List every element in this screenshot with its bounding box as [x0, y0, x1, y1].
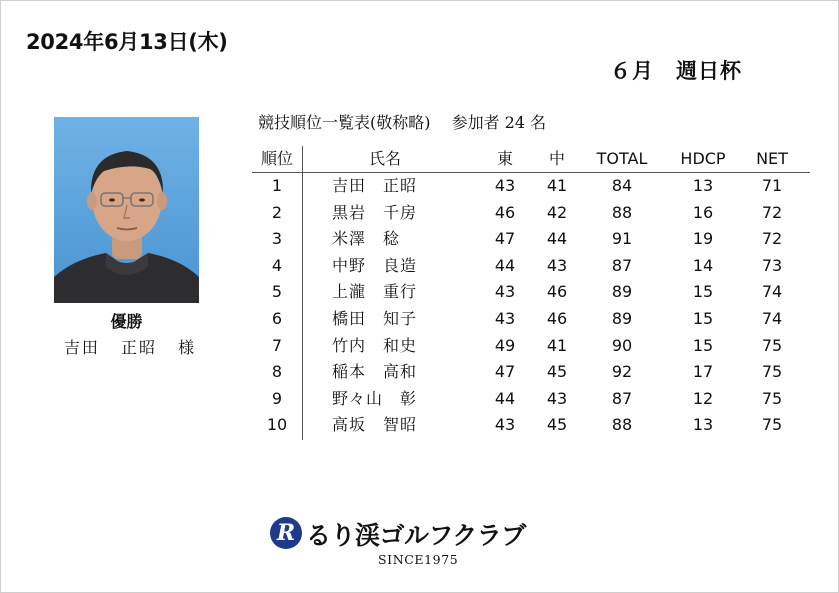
- name-cell: 野々山 彰: [332, 388, 418, 408]
- middle-cell: 43: [546, 255, 568, 275]
- table-row: [252, 279, 810, 306]
- east-cell: 44: [494, 388, 516, 408]
- winner-label: 優勝: [110, 312, 143, 331]
- east-cell: 43: [494, 176, 516, 195]
- middle-cell: 46: [546, 308, 568, 328]
- middle-cell: 44: [546, 229, 568, 249]
- net-cell: 75: [761, 415, 783, 435]
- total-cell: 87: [611, 255, 633, 275]
- rank-cell: 8: [271, 362, 283, 382]
- table-row: [252, 226, 810, 253]
- name-cell: 高坂 智昭: [332, 415, 418, 435]
- east-cell: 49: [494, 335, 516, 355]
- results-table-title: 競技順位一覧表(敬称略) 参加者 24 名: [258, 113, 547, 132]
- total-cell: 87: [611, 388, 633, 408]
- net-cell: 75: [761, 335, 783, 355]
- total-cell: 89: [611, 282, 633, 302]
- net-cell: 73: [761, 255, 783, 275]
- east-cell: 46: [494, 202, 516, 222]
- club-logo: [270, 515, 570, 551]
- net-cell: 75: [761, 362, 783, 382]
- table-row: [252, 412, 810, 439]
- competition-date: 2024年6月13日(木): [26, 30, 228, 54]
- name-cell: 黒岩 千房: [332, 202, 418, 222]
- name-cell: 橋田 知子: [332, 308, 418, 328]
- rank-cell: 10: [266, 415, 288, 435]
- east-cell: 44: [494, 255, 516, 275]
- name-cell: 吉田 正昭: [332, 176, 418, 195]
- results-header-row: [252, 146, 810, 173]
- total-cell: 89: [611, 308, 633, 328]
- header-rank: 順位: [260, 149, 293, 168]
- middle-cell: 43: [546, 388, 568, 408]
- east-cell: 47: [494, 362, 516, 382]
- header-middle: 中: [548, 149, 565, 168]
- table-row: [252, 386, 810, 413]
- table-row: [252, 306, 810, 333]
- middle-cell: 45: [546, 415, 568, 435]
- table-row: [252, 200, 810, 227]
- east-cell: 43: [494, 415, 516, 435]
- net-cell: 74: [761, 308, 783, 328]
- net-cell: 71: [761, 176, 783, 195]
- total-cell: 92: [611, 362, 633, 382]
- hdcp-cell: 15: [692, 308, 714, 328]
- net-cell: 72: [761, 202, 783, 222]
- total-cell: 90: [611, 335, 633, 355]
- table-row: [252, 359, 810, 386]
- middle-cell: 41: [546, 335, 568, 355]
- club-name: るり渓ゴルフクラブ: [306, 521, 526, 550]
- hdcp-cell: 13: [692, 415, 714, 435]
- east-cell: 43: [494, 282, 516, 302]
- event-title: ６月 週日杯: [610, 59, 742, 83]
- table-row: [252, 253, 810, 280]
- winner-photo: [54, 117, 199, 303]
- header-hdcp: HDCP: [680, 149, 726, 168]
- hdcp-cell: 15: [692, 282, 714, 302]
- middle-cell: 42: [546, 202, 568, 222]
- club-logo-mark: R: [270, 517, 302, 549]
- total-cell: 84: [611, 176, 633, 195]
- rank-cell: 1: [271, 176, 283, 195]
- middle-cell: 41: [546, 176, 568, 195]
- net-cell: 74: [761, 282, 783, 302]
- net-cell: 75: [761, 388, 783, 408]
- hdcp-cell: 13: [692, 176, 714, 195]
- since-text: SINCE1975: [378, 552, 459, 567]
- hdcp-cell: 12: [692, 388, 714, 408]
- total-cell: 88: [611, 415, 633, 435]
- header-east: 東: [496, 149, 513, 168]
- east-cell: 47: [494, 229, 516, 249]
- header-total: TOTAL: [596, 149, 648, 168]
- name-cell: 米澤 稔: [332, 229, 401, 249]
- rank-cell: 2: [271, 202, 283, 222]
- header-name: 氏名: [368, 149, 401, 168]
- name-cell: 上瀧 重行: [332, 282, 418, 302]
- hdcp-cell: 17: [692, 362, 714, 382]
- rank-cell: 7: [271, 335, 283, 355]
- table-row: [252, 173, 810, 200]
- rank-cell: 3: [271, 229, 283, 249]
- results-table: [252, 146, 810, 439]
- hdcp-cell: 16: [692, 202, 714, 222]
- net-cell: 72: [761, 229, 783, 249]
- middle-cell: 45: [546, 362, 568, 382]
- rank-cell: 6: [271, 308, 283, 328]
- total-cell: 91: [611, 229, 633, 249]
- rank-cell: 4: [271, 255, 283, 275]
- hdcp-cell: 14: [692, 255, 714, 275]
- name-cell: 中野 良造: [332, 255, 418, 275]
- rank-cell: 9: [271, 388, 283, 408]
- hdcp-cell: 19: [692, 229, 714, 249]
- east-cell: 43: [494, 308, 516, 328]
- rank-cell: 5: [271, 282, 283, 302]
- table-row: [252, 333, 810, 360]
- header-net: NET: [756, 149, 788, 168]
- hdcp-cell: 15: [692, 335, 714, 355]
- name-cell: 竹内 和史: [332, 335, 418, 355]
- name-cell: 稲本 高和: [332, 362, 418, 382]
- winner-name: 吉田 正昭 様: [63, 338, 197, 357]
- winner-portrait-image: [54, 117, 199, 303]
- total-cell: 88: [611, 202, 633, 222]
- middle-cell: 46: [546, 282, 568, 302]
